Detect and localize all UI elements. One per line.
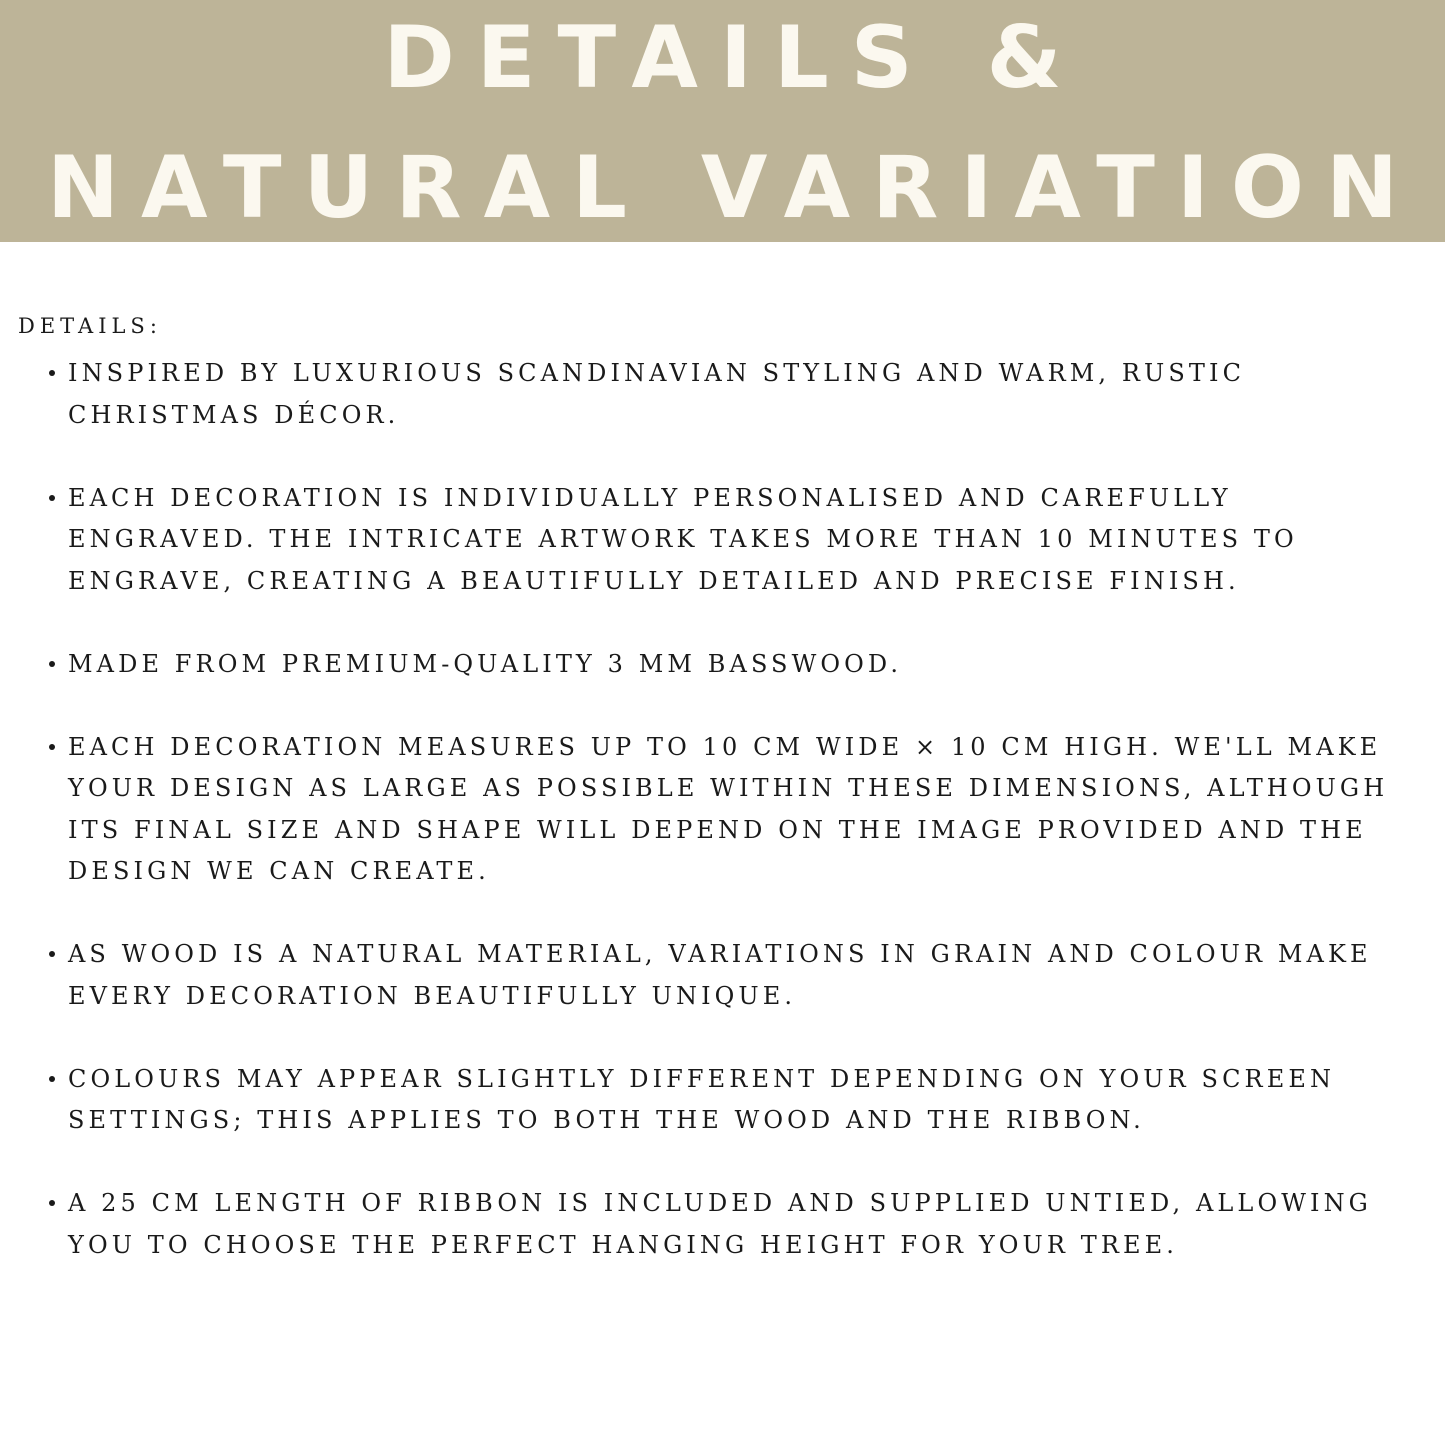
list-item-text: INSPIRED BY LUXURIOUS SCANDINAVIAN STYLING AND WARM, RUSTIC CHRISTMAS DÉCOR. <box>68 359 1246 429</box>
list-item <box>18 644 1428 686</box>
list-item-text: A 25 CM LENGTH OF RIBBON IS INCLUDED AND SUPPLIED UNTIED, ALLOWING YOU TO CHOOSE THE PERFECT HANGING HEIGHT FOR YOUR TREE. <box>68 1189 1372 1259</box>
title-banner <box>0 0 1445 242</box>
bullet-icon <box>49 951 55 957</box>
list-item <box>18 478 1428 603</box>
list-item <box>18 1059 1428 1142</box>
details-heading: DETAILS: <box>18 314 162 338</box>
banner-title-line-1: DETAILS & <box>383 8 1084 108</box>
list-item-text: AS WOOD IS A NATURAL MATERIAL, VARIATIONS IN GRAIN AND COLOUR MAKE EVERY DECORATION BEAUTIFULLY UNIQUE. <box>68 940 1372 1010</box>
list-item <box>18 353 1428 436</box>
bullet-icon <box>49 1200 55 1206</box>
list-item-text: EACH DECORATION IS INDIVIDUALLY PERSONALISED AND CAREFULLY ENGRAVED. THE INTRICATE ARTWORK TAKES MORE THAN 10 MINUTES TO ENGRAVE, CREATING A BEAUTIFULLY DETAILED AND PRECISE FINISH. <box>68 483 1298 595</box>
list-item-text: COLOURS MAY APPEAR SLIGHTLY DIFFERENT DEPENDING ON YOUR SCREEN SETTINGS; THIS APPLIES TO BOTH THE WOOD AND THE RIBBON. <box>68 1064 1336 1134</box>
details-section <box>18 312 1428 1266</box>
bullet-icon <box>49 1076 55 1082</box>
banner-title-line-2: NATURAL VARIATION <box>47 138 1420 238</box>
list-item-text: EACH DECORATION MEASURES UP TO 10 CM WIDE × 10 CM HIGH. WE'LL MAKE YOUR DESIGN AS LARGE AS POSSIBLE WITHIN THESE DIMENSIONS, ALTHOUGH ITS FINAL SIZE AND SHAPE WILL DEPEND ON THE IMAGE PROVIDED AND THE DESIGN WE CAN CREATE. <box>68 732 1389 885</box>
list-item <box>18 727 1428 893</box>
list-item-text: MADE FROM PREMIUM-QUALITY 3 MM BASSWOOD. <box>68 649 903 678</box>
bullet-icon <box>49 495 55 501</box>
bullet-icon <box>49 370 55 376</box>
details-list <box>18 353 1428 1266</box>
list-item <box>18 1183 1428 1266</box>
bullet-icon <box>49 661 55 667</box>
bullet-icon <box>49 744 55 750</box>
list-item <box>18 934 1428 1017</box>
